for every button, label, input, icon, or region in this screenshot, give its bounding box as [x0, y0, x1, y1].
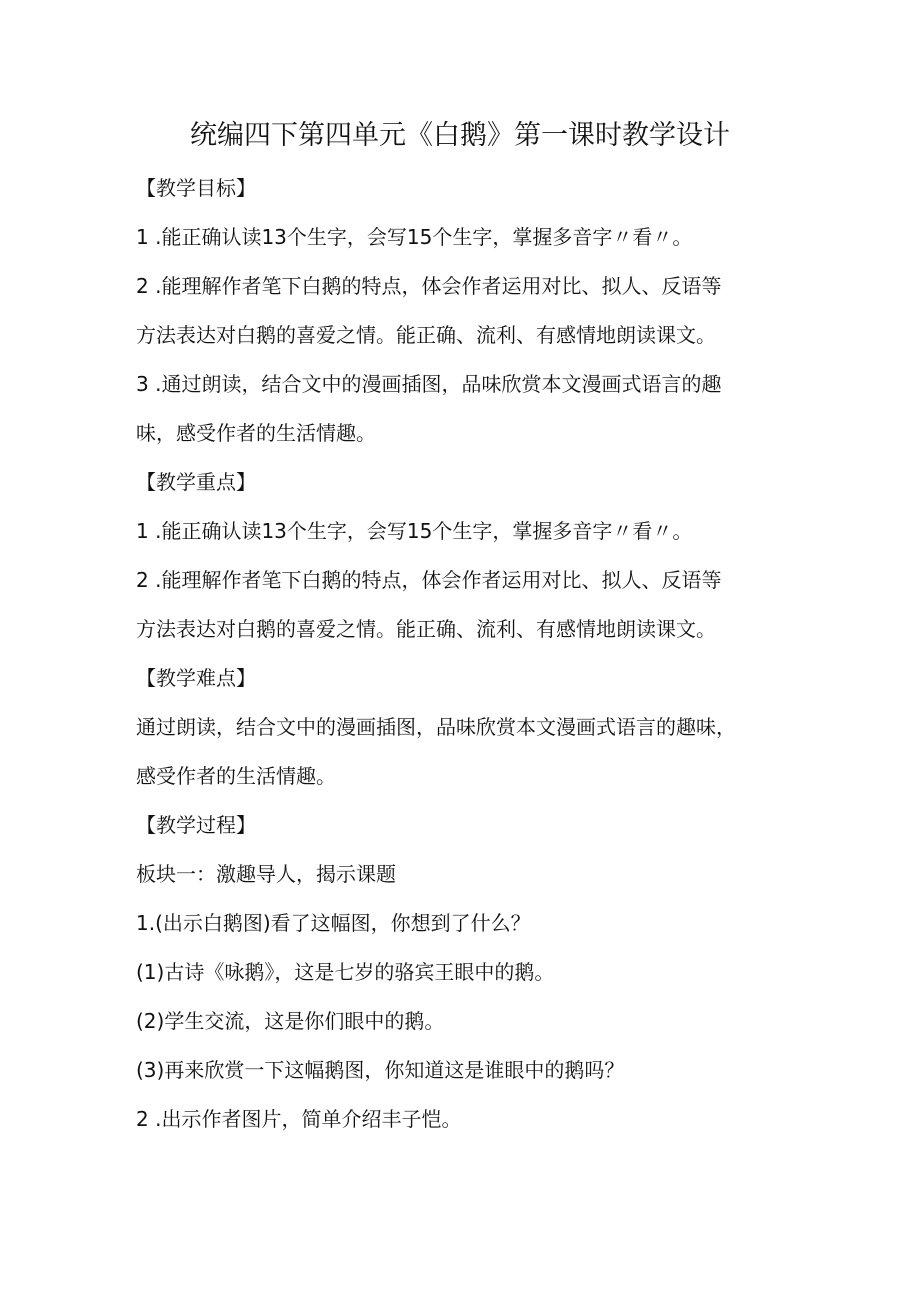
section-heading-difficulties: 【教学难点】 — [136, 666, 256, 690]
text-line: 2 .出示作者图片，简单介绍丰子恺。 — [136, 1107, 462, 1131]
text-line: (2)学生交流，这是你们眼中的鹅。 — [136, 1009, 445, 1033]
section-heading-objectives: 【教学目标】 — [136, 176, 256, 200]
text-line: (3)再来欣赏一下这幅鹅图，你知道这是谁眼中的鹅吗？ — [136, 1058, 625, 1082]
subsection-heading: 板块一：激趣导人，揭示课题 — [136, 862, 396, 886]
text-line: 味，感受作者的生活情趣。 — [136, 421, 376, 445]
document-title: 统编四下第四单元《白鹅》第一课时教学设计 — [190, 120, 730, 151]
text-line: 通过朗读，结合文中的漫画插图，品味欣赏本文漫画式语言的趣味， — [136, 715, 736, 739]
text-line: 1 .能正确认读13个生字，会写15个生字，掌握多音字〃看〃。 — [136, 225, 693, 249]
document-body — [136, 164, 796, 1144]
section-heading-process: 【教学过程】 — [136, 813, 256, 837]
text-line: 2 .能理解作者笔下白鹅的特点，体会作者运用对比、拟人、反语等 — [136, 274, 722, 298]
section-heading-key-points: 【教学重点】 — [136, 470, 256, 494]
text-line: 3 .通过朗读，结合文中的漫画插图，品味欣赏本文漫画式语言的趣 — [136, 372, 722, 396]
text-line: (1)古诗《咏鹅》，这是七岁的骆宾王眼中的鹅。 — [136, 960, 555, 984]
text-line: 方法表达对白鹅的喜爱之情。能正确、流利、有感情地朗读课文。 — [136, 323, 716, 347]
text-line: 1 .能正确认读13个生字，会写15个生字，掌握多音字〃看〃。 — [136, 519, 693, 543]
text-line: 2 .能理解作者笔下白鹅的特点，体会作者运用对比、拟人、反语等 — [136, 568, 722, 592]
text-line: 1.(出示白鹅图)看了这幅图，你想到了什么？ — [136, 911, 531, 935]
text-line: 方法表达对白鹅的喜爱之情。能正确、流利、有感情地朗读课文。 — [136, 617, 716, 641]
text-line: 感受作者的生活情趣。 — [136, 764, 336, 788]
